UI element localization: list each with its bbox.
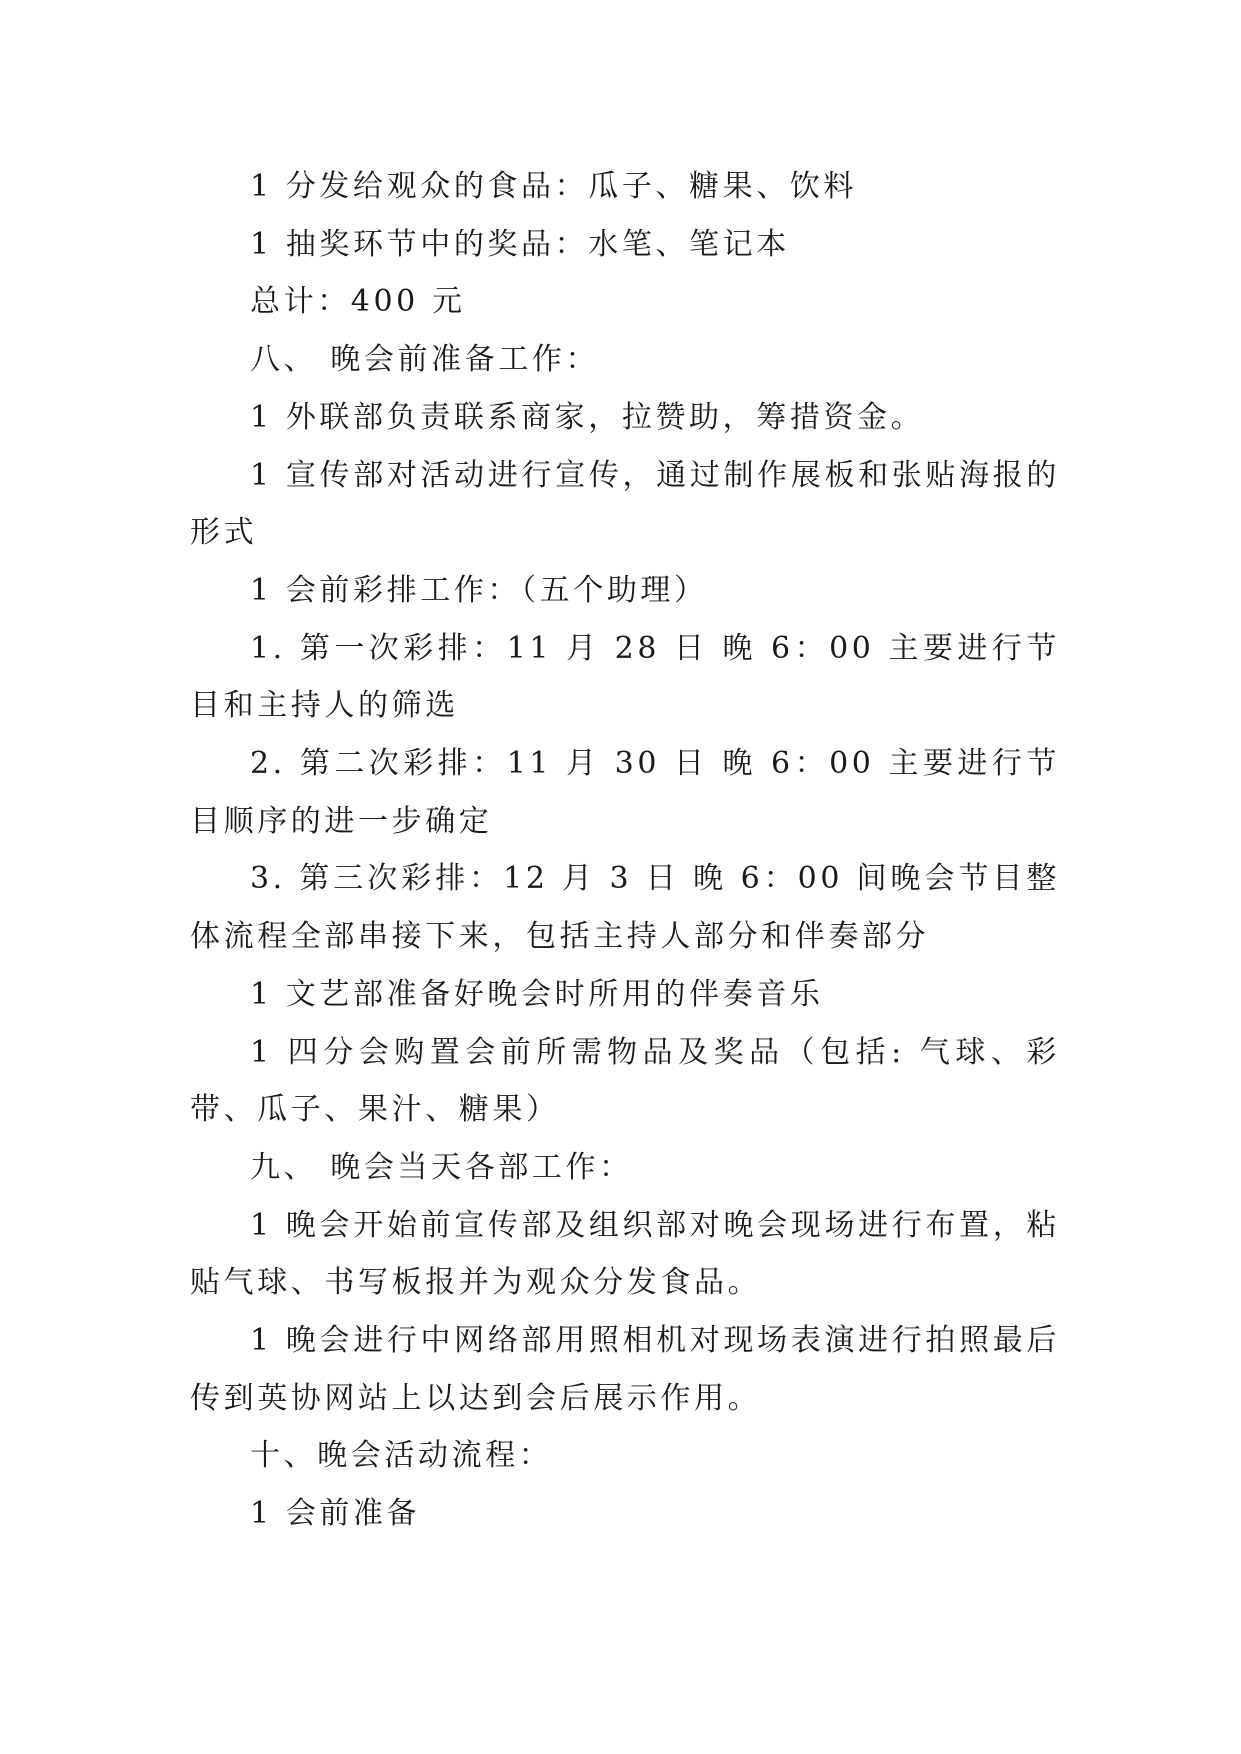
paragraph-pre-event: 1 会前准备 xyxy=(250,1496,421,1532)
paragraph-rehearsal-1: 1. 第一次彩排：11 月 28 日 晚 6：00 主要进行节目和主持人的筛选 xyxy=(190,630,1060,724)
paragraph-total: 总计：400 元 xyxy=(250,284,466,320)
paragraph-rehearsal-2: 2. 第二次彩排：11 月 30 日 晚 6：00 主要进行节目顺序的进一步确定 xyxy=(190,746,1060,839)
paragraph-rehearsal-3: 3. 第三次彩排：12 月 3 日 晚 6：00 间晚会节目整体流程全部串接下来，包括主持人部分和伴奏部分 xyxy=(190,861,1060,955)
paragraph-sponsorship: 1 外联部负责联系商家，拉赞助，筹措资金。 xyxy=(250,399,925,435)
document-body xyxy=(190,158,1060,1543)
paragraph-rehearsal: 1 会前彩排工作：（五个助理） xyxy=(250,572,708,608)
paragraph-venue-setup: 1 晚会开始前宣传部及组织部对晚会现场进行布置，粘贴气球、书写板报并为观众分发食品。 xyxy=(190,1207,1060,1301)
section-heading-day-of: 九、 晚会当天各部工作： xyxy=(250,1149,633,1185)
paragraph-food: 1 分发给观众的食品：瓜子、糖果、饮料 xyxy=(250,169,858,204)
paragraph-music: 1 文艺部准备好晚会时所用的伴奏音乐 xyxy=(250,976,824,1012)
paragraph-purchase: 1 四分会购置会前所需物品及奖品（包括: 气球、彩带、瓜子、果汁、糖果） xyxy=(190,1034,1060,1128)
paragraph-prizes: 1 抽奖环节中的奖品：水笔、笔记本 xyxy=(250,226,790,262)
paragraph-publicity: 1 宣传部对活动进行宣传，通过制作展板和张贴海报的形式 xyxy=(190,457,1060,551)
paragraph-photography: 1 晚会进行中网络部用照相机对现场表演进行拍照最后传到英协网站上以达到会后展示作用。 xyxy=(190,1323,1060,1416)
section-heading-preparation: 八、 晚会前准备工作： xyxy=(250,342,600,378)
section-heading-flow: 十、晚会活动流程： xyxy=(250,1438,553,1474)
